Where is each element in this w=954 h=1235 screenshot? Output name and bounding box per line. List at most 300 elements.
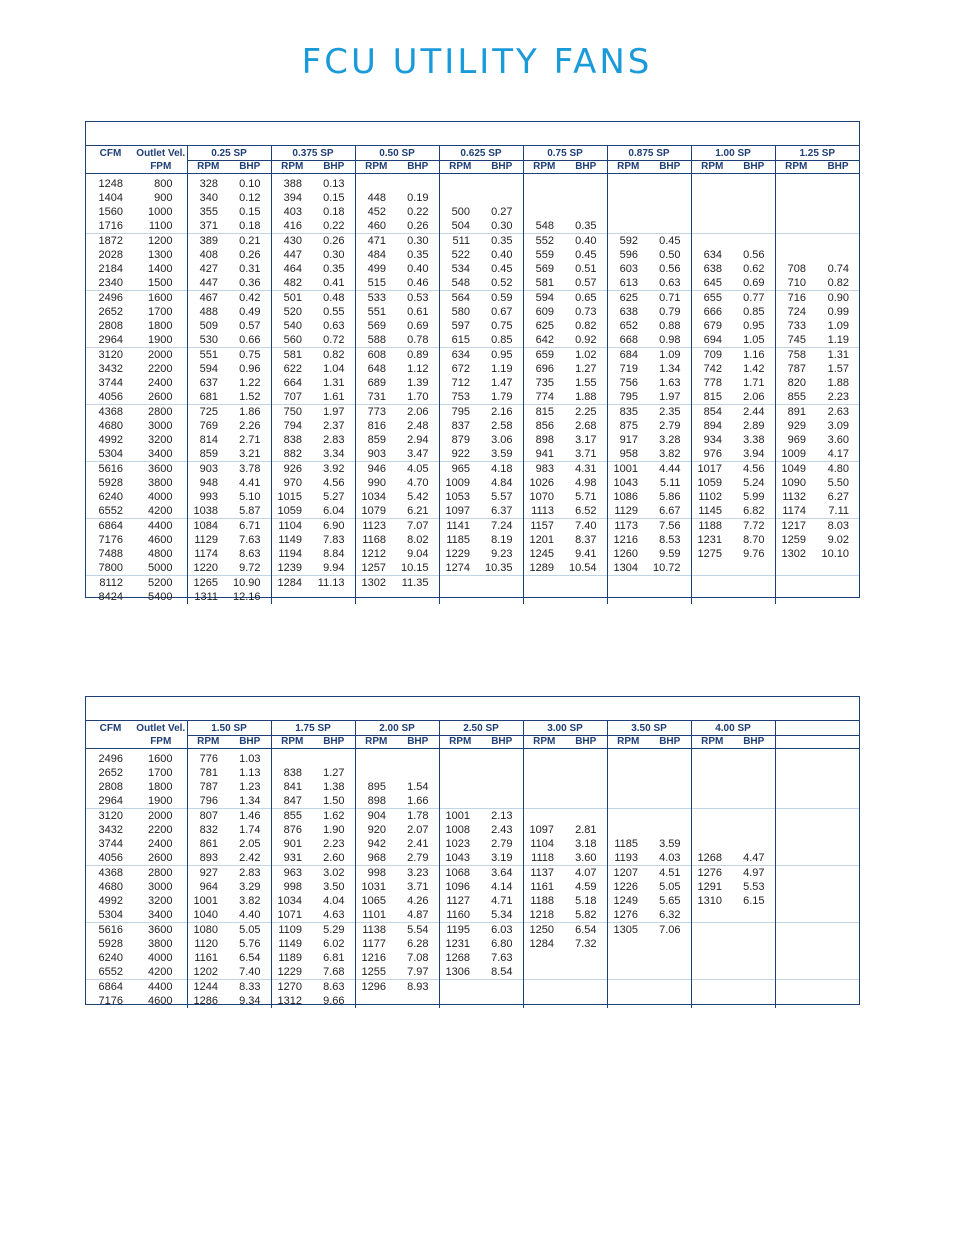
rpm-cell: 464	[271, 262, 313, 276]
cfm-cell: 5616	[86, 462, 135, 477]
rpm-cell: 929	[775, 419, 817, 433]
sp-header: 3.50 SP	[607, 721, 691, 736]
rpm-cell: 941	[523, 447, 565, 462]
bhp-cell: 8.33	[229, 980, 271, 995]
bhp-cell: 8.19	[491, 534, 513, 546]
rpm-cell	[691, 219, 733, 234]
rpm-cell: 1284	[523, 937, 565, 951]
rpm-cell: 753	[439, 390, 481, 405]
rpm-cell	[439, 766, 481, 780]
rpm-cell: 948	[187, 476, 229, 490]
rpm-cell: 893	[187, 851, 229, 866]
bhp-cell	[481, 766, 523, 780]
sp-header: 0.25 SP	[187, 146, 271, 161]
fpm-cell: 3800	[148, 938, 173, 950]
bhp-cell: 4.26	[407, 895, 429, 907]
bhp-cell: 6.80	[491, 938, 513, 950]
rpm-cell: 1137	[523, 866, 565, 881]
rpm-cell: 733	[775, 319, 817, 333]
rpm-cell: 452	[355, 205, 397, 219]
rpm-cell	[607, 823, 649, 837]
bhp-cell	[565, 965, 607, 980]
bhp-cell	[733, 219, 775, 234]
bhp-cell: 0.41	[323, 277, 345, 289]
bhp-cell: 0.45	[649, 234, 691, 249]
bhp-cell: 1.88	[575, 391, 597, 403]
bhp-cell: 4.05	[397, 462, 439, 477]
fpm-cell: 1300	[148, 249, 173, 261]
bhp-cell	[733, 937, 775, 951]
rpm-cell: 787	[775, 362, 817, 376]
fpm-header: FPM	[135, 736, 187, 749]
rpm-cell: 745	[775, 333, 817, 348]
fpm-cell: 2000	[135, 348, 187, 363]
rpm-cell: 447	[271, 248, 313, 262]
bhp-cell: 1.05	[743, 334, 765, 346]
rpm-cell: 769	[187, 419, 229, 433]
rpm-cell: 625	[523, 319, 565, 333]
rpm-cell	[523, 174, 565, 192]
bhp-cell	[733, 766, 775, 780]
bhp-cell: 0.19	[407, 192, 429, 204]
bhp-cell: 4.44	[649, 462, 691, 477]
bhp-cell: 3.71	[575, 448, 597, 460]
bhp-cell: 0.30	[323, 249, 345, 261]
rpm-cell: 1009	[775, 447, 817, 462]
table-title-bar	[86, 697, 859, 721]
rpm-header: RPM	[439, 161, 481, 174]
rpm-cell	[775, 823, 817, 837]
cfm-cell: 6552	[98, 505, 123, 517]
rpm-cell: 1217	[775, 519, 817, 534]
bhp-cell	[733, 994, 775, 1008]
bhp-cell: 2.83	[323, 434, 345, 446]
rpm-cell: 696	[523, 362, 565, 376]
bhp-cell	[313, 590, 355, 604]
outlet-vel-header: Outlet Vel.	[136, 723, 186, 735]
rpm-cell	[691, 908, 733, 923]
bhp-cell: 5.05	[659, 881, 681, 893]
rpm-cell	[607, 174, 649, 192]
rpm-header: RPM	[271, 161, 313, 174]
rpm-cell: 1177	[355, 937, 397, 951]
rpm-cell	[607, 219, 649, 234]
bhp-cell: 0.10	[239, 178, 261, 190]
rpm-cell: 1104	[271, 519, 313, 534]
bhp-cell: 1.19	[491, 363, 513, 375]
table-row	[86, 319, 859, 333]
table-row	[86, 419, 859, 433]
bhp-cell: 0.95	[743, 320, 765, 332]
bhp-cell: 5.11	[659, 477, 681, 489]
bhp-cell	[649, 191, 691, 205]
cfm-cell: 6864	[86, 980, 135, 995]
cfm-cell: 2340	[98, 277, 123, 289]
bhp-cell: 4.56	[323, 477, 345, 489]
cfm-cell: 4992	[98, 895, 123, 907]
bhp-cell	[817, 880, 859, 894]
rpm-cell	[523, 965, 565, 980]
rpm-cell	[523, 766, 565, 780]
rpm-cell: 1090	[775, 476, 817, 490]
bhp-cell: 2.06	[743, 391, 765, 403]
rpm-cell: 388	[271, 174, 313, 192]
bhp-cell	[817, 823, 859, 837]
sp-header: 1.00 SP	[691, 146, 775, 161]
rpm-cell: 778	[691, 376, 733, 390]
bhp-cell	[817, 561, 859, 576]
rpm-cell: 724	[775, 305, 817, 319]
cfm-cell: 4680	[98, 420, 123, 432]
bhp-cell: 1.50	[323, 795, 345, 807]
bhp-cell: 1.54	[407, 781, 429, 793]
bhp-cell	[649, 809, 691, 824]
bhp-cell: 9.59	[659, 548, 681, 560]
rpm-cell: 355	[187, 205, 229, 219]
rpm-header: RPM	[439, 736, 481, 749]
bhp-cell: 1.63	[659, 377, 681, 389]
bhp-cell: 1.23	[239, 781, 261, 793]
rpm-cell: 1034	[355, 490, 397, 504]
rpm-cell: 1302	[355, 576, 397, 591]
bhp-cell: 7.97	[407, 966, 429, 978]
rpm-cell: 597	[439, 319, 481, 333]
bhp-cell: 3.82	[659, 448, 681, 460]
rpm-cell	[355, 766, 397, 780]
rpm-cell: 1132	[775, 490, 817, 504]
table-row	[86, 333, 859, 348]
bhp-cell: 7.07	[397, 519, 439, 534]
rpm-cell: 609	[523, 305, 565, 319]
cfm-cell: 2964	[98, 795, 123, 807]
rpm-cell: 776	[187, 749, 229, 767]
cfm-cell: 3432	[98, 363, 123, 375]
bhp-cell: 0.26	[239, 249, 261, 261]
table-row	[86, 504, 859, 519]
rpm-cell: 1174	[775, 504, 817, 519]
table-row	[86, 823, 859, 837]
cfm-cell: 2184	[98, 263, 123, 275]
bhp-cell: 4.03	[659, 852, 681, 864]
bhp-cell: 2.71	[239, 434, 261, 446]
bhp-cell	[733, 561, 775, 576]
bhp-cell: 2.42	[239, 852, 261, 864]
rpm-cell: 1059	[691, 476, 733, 490]
rpm-cell: 1291	[691, 880, 733, 894]
rpm-cell: 1265	[187, 576, 229, 591]
rpm-cell: 820	[775, 376, 817, 390]
cfm-cell: 5928	[98, 938, 123, 950]
bhp-cell: 6.52	[575, 505, 597, 517]
rpm-cell: 1118	[523, 851, 565, 866]
bhp-cell: 1.52	[239, 391, 261, 403]
bhp-cell: 6.21	[407, 505, 429, 517]
rpm-cell: 1249	[607, 894, 649, 908]
bhp-cell	[817, 205, 859, 219]
table-row	[86, 205, 859, 219]
bhp-cell: 7.40	[239, 966, 261, 978]
rpm-cell: 613	[607, 276, 649, 291]
bhp-cell: 1.74	[239, 824, 261, 836]
performance-table-1	[85, 121, 860, 603]
performance-table-2	[85, 696, 860, 1005]
bhp-cell: 2.26	[239, 420, 261, 432]
bhp-cell: 5.24	[743, 477, 765, 489]
rpm-cell: 592	[607, 234, 649, 249]
rpm-cell: 1071	[271, 908, 313, 923]
bhp-cell	[733, 749, 775, 767]
rpm-cell: 983	[523, 462, 565, 477]
rpm-cell: 968	[355, 851, 397, 866]
bhp-cell: 9.72	[239, 562, 261, 574]
rpm-cell: 655	[691, 291, 733, 306]
rpm-cell: 998	[271, 880, 313, 894]
rpm-cell: 903	[355, 447, 397, 462]
rpm-cell: 934	[691, 433, 733, 447]
rpm-cell: 394	[271, 191, 313, 205]
rpm-cell: 638	[691, 262, 733, 276]
bhp-cell: 9.41	[575, 548, 597, 560]
bhp-cell	[481, 174, 523, 192]
rpm-cell: 1194	[271, 547, 313, 561]
bhp-cell	[649, 590, 691, 604]
rpm-cell: 580	[439, 305, 481, 319]
rpm-cell: 548	[523, 219, 565, 234]
rpm-cell: 1188	[691, 519, 733, 534]
rpm-cell	[607, 780, 649, 794]
bhp-cell: 1.27	[575, 363, 597, 375]
rpm-cell: 847	[271, 794, 313, 809]
bhp-cell	[733, 576, 775, 591]
cfm-cell: 1716	[98, 220, 123, 232]
rpm-cell	[691, 994, 733, 1008]
rpm-cell: 1268	[439, 951, 481, 965]
rpm-cell: 1009	[439, 476, 481, 490]
bhp-cell: 2.81	[575, 824, 597, 836]
bhp-cell	[733, 794, 775, 809]
rpm-cell: 1129	[187, 533, 229, 547]
rpm-cell: 328	[187, 174, 229, 192]
rpm-cell	[775, 576, 817, 591]
rpm-cell: 1038	[187, 504, 229, 519]
rpm-cell: 659	[523, 348, 565, 363]
bhp-cell: 0.26	[313, 234, 355, 249]
fpm-cell: 2200	[148, 363, 173, 375]
bhp-cell: 2.05	[239, 838, 261, 850]
bhp-cell	[397, 994, 439, 1008]
rpm-cell: 1149	[271, 533, 313, 547]
rpm-cell: 922	[439, 447, 481, 462]
rpm-cell: 1059	[271, 504, 313, 519]
bhp-cell	[481, 780, 523, 794]
rpm-cell: 569	[523, 262, 565, 276]
bhp-cell: 0.95	[481, 348, 523, 363]
rpm-cell: 1212	[355, 547, 397, 561]
rpm-cell: 795	[439, 405, 481, 420]
rpm-cell: 1109	[271, 923, 313, 938]
fpm-cell: 1600	[135, 291, 187, 306]
cfm-cell: 3120	[86, 348, 135, 363]
rpm-cell: 1188	[523, 894, 565, 908]
bhp-cell: 4.04	[323, 895, 345, 907]
rpm-cell: 581	[271, 348, 313, 363]
bhp-header: BHP	[229, 161, 271, 174]
rpm-cell: 838	[271, 433, 313, 447]
bhp-header: BHP	[397, 736, 439, 749]
bhp-cell: 0.75	[229, 348, 271, 363]
bhp-cell: 6.82	[743, 505, 765, 517]
rpm-header: RPM	[355, 161, 397, 174]
fpm-cell: 1700	[148, 767, 173, 779]
bhp-cell: 1.09	[649, 348, 691, 363]
data-table	[86, 721, 859, 1008]
rpm-cell: 1015	[271, 490, 313, 504]
cfm-cell: 6864	[86, 519, 135, 534]
rpm-cell: 672	[439, 362, 481, 376]
cfm-cell: 2496	[98, 753, 123, 765]
rpm-cell: 1034	[271, 894, 313, 908]
bhp-cell	[817, 951, 859, 965]
cfm-cell: 6240	[98, 491, 123, 503]
rpm-cell: 1079	[355, 504, 397, 519]
rpm-cell	[775, 923, 817, 938]
bhp-cell: 3.60	[575, 852, 597, 864]
bhp-cell: 3.38	[743, 434, 765, 446]
rpm-cell: 774	[523, 390, 565, 405]
rpm-cell: 719	[607, 362, 649, 376]
rpm-cell: 500	[439, 205, 481, 219]
rpm-cell: 1274	[439, 561, 481, 576]
bhp-cell: 9.76	[743, 548, 765, 560]
rpm-cell: 1185	[607, 837, 649, 851]
rpm-cell	[775, 851, 817, 866]
bhp-cell: 0.98	[659, 334, 681, 346]
rpm-cell	[775, 951, 817, 965]
bhp-cell: 5.65	[659, 895, 681, 907]
table-row	[86, 262, 859, 276]
bhp-cell	[649, 937, 691, 951]
bhp-cell: 1.34	[239, 795, 261, 807]
bhp-cell: 10.35	[484, 562, 513, 574]
rpm-cell	[439, 191, 481, 205]
bhp-cell: 2.13	[481, 809, 523, 824]
rpm-cell: 1138	[355, 923, 397, 938]
fpm-cell: 1700	[148, 306, 173, 318]
sp-header: 0.375 SP	[271, 146, 355, 161]
table-title-bar	[86, 122, 859, 146]
bhp-cell: 0.63	[659, 277, 681, 289]
bhp-cell: 6.03	[481, 923, 523, 938]
bhp-cell	[565, 749, 607, 767]
rpm-cell	[775, 994, 817, 1008]
rpm-cell: 471	[355, 234, 397, 249]
rpm-cell: 1113	[523, 504, 565, 519]
bhp-cell: 1.09	[827, 320, 849, 332]
rpm-cell: 964	[187, 880, 229, 894]
rpm-cell: 482	[271, 276, 313, 291]
rpm-cell	[355, 749, 397, 767]
rpm-cell	[775, 980, 817, 995]
rpm-cell: 1145	[691, 504, 733, 519]
rpm-cell	[691, 766, 733, 780]
table-row	[86, 923, 859, 938]
rpm-cell: 894	[691, 419, 733, 433]
rpm-cell	[691, 965, 733, 980]
rpm-cell: 1226	[607, 880, 649, 894]
rpm-cell: 594	[187, 362, 229, 376]
fpm-cell: 3000	[148, 420, 173, 432]
bhp-cell: 0.78	[407, 334, 429, 346]
rpm-cell: 608	[355, 348, 397, 363]
bhp-cell: 2.58	[491, 420, 513, 432]
rpm-cell	[439, 994, 481, 1008]
bhp-cell: 4.40	[239, 909, 261, 921]
bhp-cell	[481, 794, 523, 809]
rpm-cell: 855	[775, 390, 817, 405]
rpm-cell: 484	[355, 248, 397, 262]
bhp-cell: 0.40	[491, 249, 513, 261]
rpm-cell: 927	[187, 866, 229, 881]
bhp-cell: 6.32	[659, 909, 681, 921]
bhp-cell: 6.67	[659, 505, 681, 517]
rpm-cell: 814	[187, 433, 229, 447]
bhp-cell: 5.34	[491, 909, 513, 921]
rpm-cell: 520	[271, 305, 313, 319]
rpm-cell: 1286	[187, 994, 229, 1008]
bhp-cell: 3.94	[743, 448, 765, 460]
bhp-cell: 8.54	[491, 966, 513, 978]
rpm-cell: 668	[607, 333, 649, 348]
rpm-cell	[775, 894, 817, 908]
bhp-cell: 2.07	[407, 824, 429, 836]
bhp-cell	[733, 191, 775, 205]
rpm-cell	[691, 205, 733, 219]
bhp-cell	[733, 951, 775, 965]
rpm-cell: 1276	[607, 908, 649, 923]
header-row	[86, 146, 859, 161]
bhp-cell: 6.37	[491, 505, 513, 517]
rpm-cell	[691, 837, 733, 851]
fpm-cell: 2800	[135, 405, 187, 420]
rpm-cell: 1255	[355, 965, 397, 980]
rpm-cell	[439, 749, 481, 767]
rpm-cell: 1097	[439, 504, 481, 519]
cfm-cell: 6240	[98, 952, 123, 964]
rpm-cell: 551	[355, 305, 397, 319]
rpm-cell: 371	[187, 219, 229, 234]
bhp-cell: 1.62	[313, 809, 355, 824]
rpm-cell: 1250	[523, 923, 565, 938]
rpm-cell	[775, 561, 817, 576]
rpm-cell	[523, 590, 565, 604]
bhp-cell: 0.65	[565, 291, 607, 306]
rpm-cell: 854	[691, 405, 733, 420]
rpm-cell: 1311	[187, 590, 229, 604]
bhp-cell: 0.79	[659, 306, 681, 318]
bhp-cell: 3.28	[659, 434, 681, 446]
bhp-cell: 3.78	[229, 462, 271, 477]
bhp-cell: 9.34	[239, 995, 261, 1007]
bhp-cell: 1.39	[407, 377, 429, 389]
bhp-cell	[817, 766, 859, 780]
bhp-cell: 9.23	[491, 548, 513, 560]
bhp-cell: 0.53	[397, 291, 439, 306]
bhp-cell	[649, 766, 691, 780]
bhp-cell: 0.21	[229, 234, 271, 249]
table-row	[86, 376, 859, 390]
bhp-cell	[817, 837, 859, 851]
rpm-cell: 1127	[439, 894, 481, 908]
